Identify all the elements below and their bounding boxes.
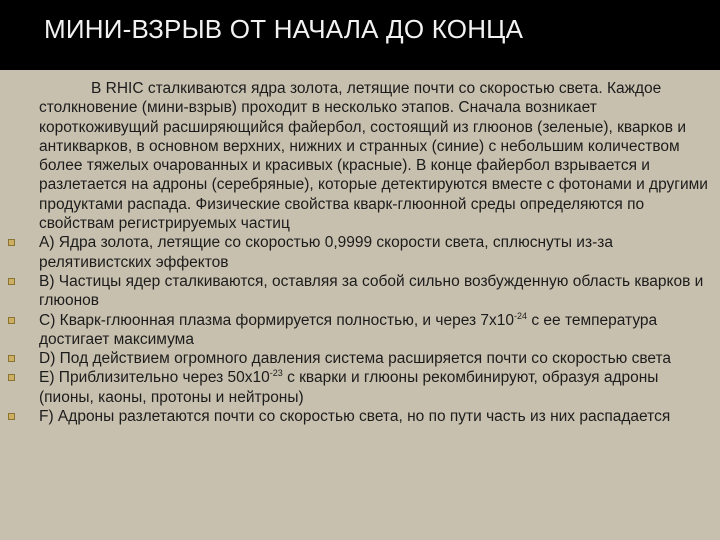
stage-letter: F xyxy=(39,408,49,426)
square-bullet-icon xyxy=(8,278,15,285)
stage-letter: D xyxy=(39,350,51,368)
slide-title: МИНИ-ВЗРЫВ ОТ НАЧАЛА ДО КОНЦА xyxy=(44,14,524,44)
stage-text-tail: с ее температура достигает максимума xyxy=(39,311,658,348)
stage-letter: С xyxy=(39,311,51,329)
stage-letter: В xyxy=(39,272,50,290)
square-bullet-icon xyxy=(8,374,15,381)
list-item-f xyxy=(8,407,708,426)
stage-text: ) Частицы ядер сталкиваются, оставляя за собой сильно возбужденную область кварков и глюонов xyxy=(39,272,704,310)
list-item-e xyxy=(8,368,708,407)
square-bullet-icon xyxy=(8,413,15,420)
list-item-c xyxy=(8,311,708,350)
intro-paragraph: В RHIC сталкиваются ядра золота, летящие почти со скоростью света. Каждое столкновение (мини-взрыв) проходит в несколько этапов. Сначала возникает короткоживущий расширяющийся файербол, состоящий из глюонов (зеленые), кварков и антикварков, в основном верхних, нижних и странных (синие) с небольшим количеством более тяжелых очарованных и красивых (красные). В конце файербол взрывается и разлетается на адроны (серебряные), которые детектируются вместе с фотонами и другими продуктами распада. Физические свойства кварк-глюонной среды определяются по свойствам регистрируемых частиц xyxy=(39,80,708,233)
title-bar xyxy=(0,0,720,70)
stage-list xyxy=(8,233,708,426)
stage-exponent: -24 xyxy=(514,310,528,321)
stage-text: ) Приблизительно через 50х10 xyxy=(49,369,270,387)
list-item-a xyxy=(8,233,708,272)
stage-letter: А xyxy=(39,234,50,252)
slide-content xyxy=(8,79,708,426)
stage-text: ) Адроны разлетаются почти со скоростью света, но по пути часть из них распадается xyxy=(48,408,671,426)
stage-exponent: -23 xyxy=(269,368,283,379)
stage-text-tail: с кварки и глюоны рекомбинируют, образуя адроны (пионы, каоны, протоны и нейтроны) xyxy=(39,369,659,406)
stage-text: ) Кварк-глюонная плазма формируется полностью, и через 7х10 xyxy=(50,311,515,329)
square-bullet-icon xyxy=(8,355,15,362)
list-item-b xyxy=(8,272,708,311)
square-bullet-icon xyxy=(8,239,15,246)
stage-letter: E xyxy=(39,369,50,387)
square-bullet-icon xyxy=(8,317,15,324)
stage-text: ) Ядра золота, летящие со скоростью 0,9999 скорости света, сплюснуты из-за релятивистских эффектов xyxy=(39,234,613,271)
stage-text: ) Под действием огромного давления система расширяется почти со скоростью света xyxy=(50,350,672,368)
list-item-d xyxy=(8,349,708,368)
